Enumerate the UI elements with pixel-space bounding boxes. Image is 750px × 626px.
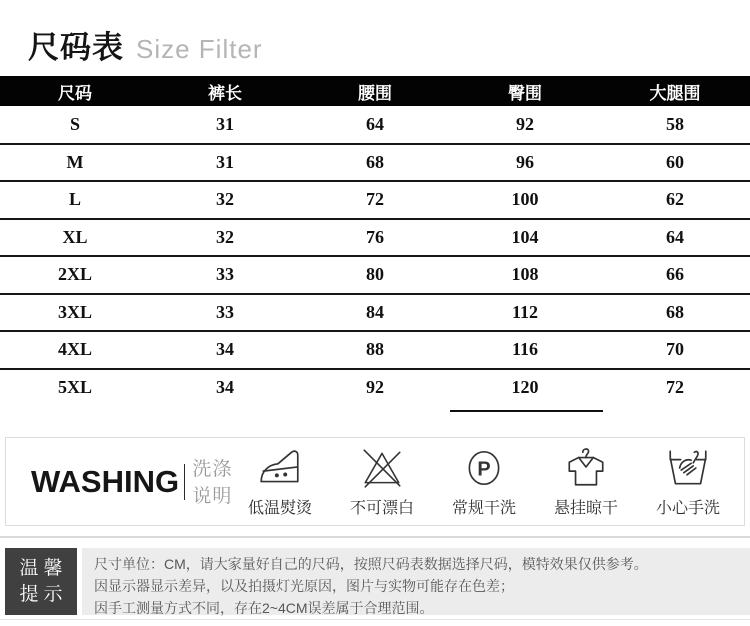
value-cell: 64 — [300, 106, 450, 144]
bottom-divider — [0, 619, 750, 620]
table-row — [0, 181, 750, 219]
tips-section — [5, 548, 750, 615]
svg-text:P: P — [477, 458, 491, 481]
value-cell: 32 — [150, 181, 300, 219]
value-cell: 31 — [150, 144, 300, 182]
tips-label-line2: 提示 — [19, 583, 68, 605]
hang-dry-icon — [563, 445, 609, 491]
tips-line: 因手工测量方式不同，存在2~4CM误差属于合理范围。 — [94, 600, 434, 616]
table-row — [0, 294, 750, 332]
care-icons — [242, 445, 726, 518]
value-cell: 33 — [150, 294, 300, 332]
page-title — [28, 22, 263, 67]
value-cell: 33 — [150, 256, 300, 294]
size-cell: L — [0, 181, 150, 219]
size-cell: S — [0, 106, 150, 144]
washing-title-cn: 洗涤说明 — [192, 458, 233, 507]
size-table-header-row — [0, 76, 750, 106]
size-cell: 2XL — [0, 256, 150, 294]
washing-title-en: WASHING — [31, 463, 180, 499]
no-bleach-icon — [359, 445, 405, 491]
table-row — [0, 106, 750, 144]
hand-wash-icon — [665, 445, 711, 491]
tips-label-line1: 温馨 — [19, 557, 68, 579]
value-cell: 80 — [300, 256, 450, 294]
value-cell: 120 — [511, 377, 539, 398]
value-cell: 68 — [300, 144, 450, 182]
tips-line: 因显示器显示差异，以及拍摄灯光原因，图片与实物可能存在色差； — [94, 578, 514, 594]
value-cell: 84 — [300, 294, 450, 332]
value-cell: 32 — [150, 219, 300, 257]
iron-low-temp-icon — [257, 445, 303, 491]
col-header-waist: 腰围 — [300, 76, 450, 106]
value-cell: 108 — [450, 256, 600, 294]
size-cell: XL — [0, 219, 150, 257]
value-cell: 72 — [666, 377, 684, 398]
dry-clean-icon — [461, 445, 507, 491]
value-cell: 88 — [300, 331, 450, 369]
col-header-length: 裤长 — [150, 76, 300, 106]
care-item-hand-wash — [650, 445, 726, 518]
value-cell: 31 — [150, 106, 300, 144]
value-cell: 76 — [300, 219, 450, 257]
washing-section — [5, 437, 745, 526]
value-cell: 60 — [600, 144, 750, 182]
value-cell: 116 — [450, 331, 600, 369]
washing-title — [31, 454, 242, 510]
size-cell: 4XL — [0, 331, 150, 369]
care-label: 小心手洗 — [655, 500, 720, 517]
care-label: 常规干洗 — [451, 500, 516, 517]
table-row — [0, 331, 750, 369]
tips-label-box — [5, 548, 77, 615]
value-cell: 34 — [216, 377, 234, 398]
care-item-dry-clean — [446, 445, 522, 518]
size-cell: M — [0, 144, 150, 182]
size-cell: 3XL — [0, 294, 150, 332]
care-label: 悬挂晾干 — [553, 500, 618, 517]
underline-mark — [450, 410, 603, 412]
value-cell: 58 — [600, 106, 750, 144]
care-label: 低温熨烫 — [247, 500, 312, 517]
value-cell: 64 — [600, 219, 750, 257]
table-row — [0, 256, 750, 294]
care-item-hang-dry — [548, 445, 624, 518]
care-label: 不可漂白 — [349, 500, 414, 517]
tips-body — [82, 548, 750, 615]
value-cell: 66 — [600, 256, 750, 294]
page-title-cn: 尺码表 — [28, 30, 124, 65]
col-header-thigh: 大腿围 — [600, 76, 750, 106]
value-cell: 72 — [300, 181, 450, 219]
page-title-en: Size Filter — [136, 34, 263, 64]
table-row — [0, 219, 750, 257]
value-cell: 112 — [450, 294, 600, 332]
value-cell: 100 — [450, 181, 600, 219]
tips-top-divider — [0, 536, 750, 538]
value-cell: 92 — [366, 377, 384, 398]
size-table-body — [0, 106, 750, 406]
value-cell: 34 — [150, 331, 300, 369]
washing-title-divider — [184, 464, 185, 500]
size-table — [0, 76, 750, 406]
value-cell: 92 — [450, 106, 600, 144]
value-cell: 70 — [600, 331, 750, 369]
value-cell: 104 — [450, 219, 600, 257]
value-cell: 68 — [600, 294, 750, 332]
value-cell: 96 — [450, 144, 600, 182]
table-row — [0, 144, 750, 182]
size-cell: 5XL — [57, 377, 92, 398]
table-row — [0, 369, 750, 407]
value-cell: 62 — [600, 181, 750, 219]
col-header-hip: 臀围 — [450, 76, 600, 106]
tips-line: 尺寸单位：CM，请大家量好自己的尺码，按照尺码表数据选择尺码，模特效果仅供参考。 — [94, 556, 648, 572]
care-item-iron — [242, 445, 318, 518]
care-item-no-bleach — [344, 445, 420, 518]
col-header-size: 尺码 — [0, 76, 150, 106]
